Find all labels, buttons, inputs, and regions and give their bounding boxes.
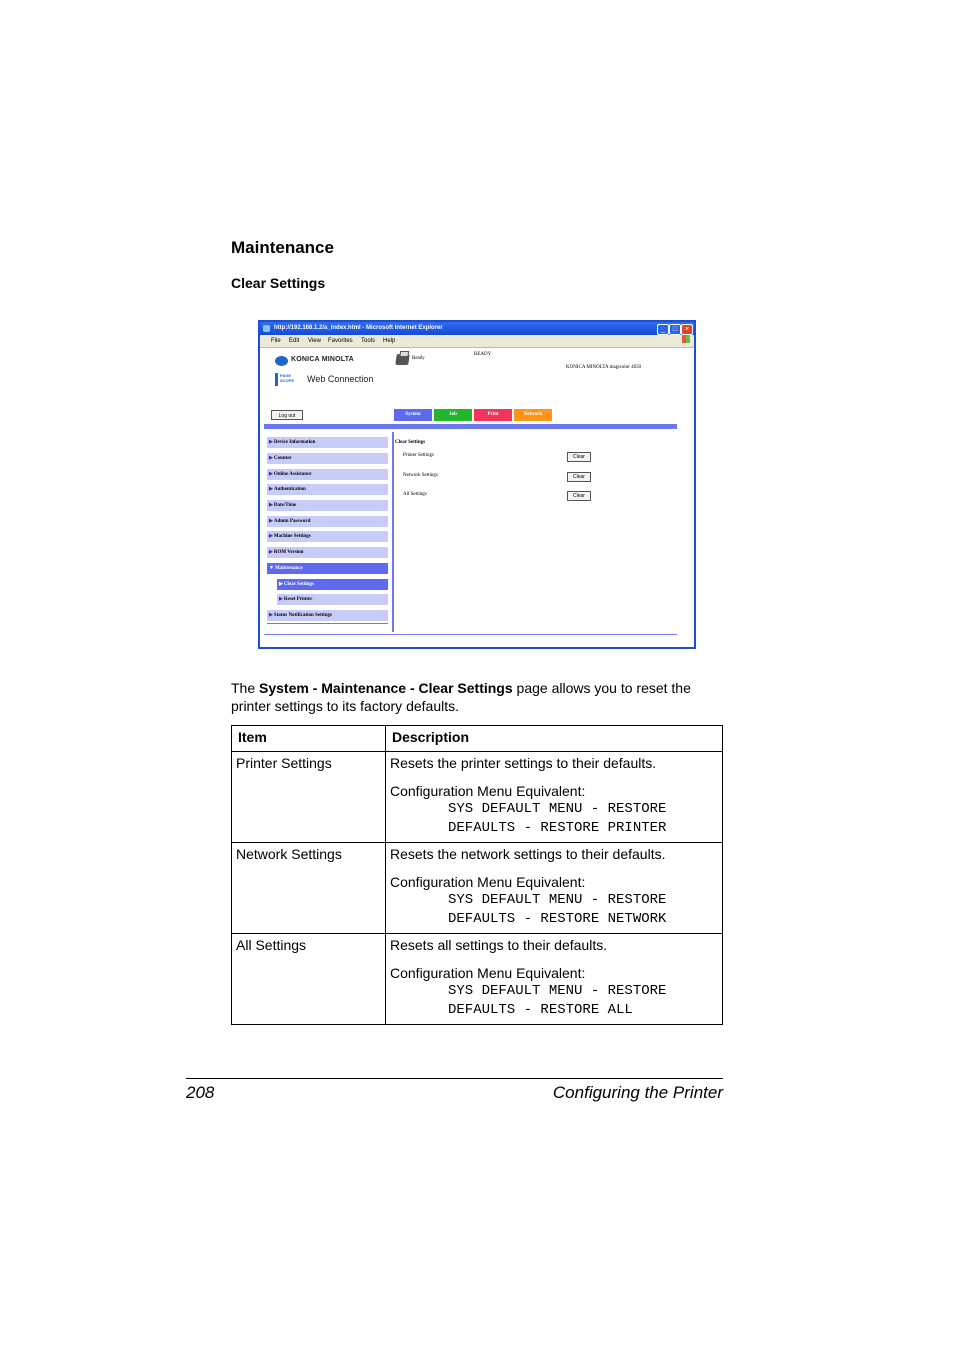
menu-tools[interactable]: Tools	[361, 338, 376, 344]
all-settings-label: All Settings	[403, 492, 427, 497]
paragraph-bold-path: System - Maintenance - Clear Settings	[259, 680, 513, 696]
clear-printer-settings-button[interactable]: Clear	[567, 452, 591, 462]
sidebar-item-label: Online Assistance	[273, 472, 312, 477]
sidebar-item-label: Authentication	[273, 487, 306, 492]
model-name: KONICA MINOLTA magicolor 4650	[566, 365, 642, 370]
menu-view[interactable]: View	[308, 338, 321, 344]
sidebar-item-label: Date/Time	[273, 503, 297, 508]
header-divider	[264, 424, 677, 429]
sidebar-item-label: Machine Settings	[273, 534, 311, 539]
arrow-right-icon: ▶	[269, 456, 273, 461]
config-menu-path: SYS DEFAULT MENU - RESTORE	[448, 801, 667, 817]
row-item: All Settings	[232, 934, 386, 1025]
sidebar-item-label: Device Information	[273, 440, 316, 445]
config-equivalent-label: Configuration Menu Equivalent:	[390, 965, 586, 981]
clear-all-settings-button[interactable]: Clear	[567, 491, 591, 501]
web-connection-label: Web Connection	[307, 374, 374, 384]
row-description	[386, 752, 723, 843]
arrow-right-icon: ▶	[269, 550, 273, 555]
logout-button[interactable]: Log out	[271, 410, 303, 420]
arrow-down-icon: ▼	[269, 566, 274, 571]
window-titlebar	[260, 322, 694, 335]
arrow-right-icon: ▶	[279, 582, 283, 587]
header-item: Item	[232, 726, 386, 752]
config-menu-path: DEFAULTS - RESTORE PRINTER	[448, 820, 667, 836]
config-menu-path: DEFAULTS - RESTORE ALL	[448, 1002, 633, 1018]
clear-network-settings-button[interactable]: Clear	[567, 472, 591, 482]
config-equivalent-label: Configuration Menu Equivalent:	[390, 874, 586, 890]
sidebar-item-authentication[interactable]	[267, 484, 388, 495]
arrow-right-icon: ▶	[269, 472, 273, 477]
content-title: Clear Settings	[395, 440, 426, 445]
row-description	[386, 934, 723, 1025]
browser-screenshot	[258, 320, 696, 649]
sidebar-item-label: Counter	[273, 456, 292, 461]
windows-logo-icon	[682, 335, 690, 343]
table-header-row	[232, 726, 723, 752]
table-row	[232, 934, 723, 1025]
arrow-right-icon: ▶	[269, 440, 273, 445]
sidebar-item-label: Reset Printer	[283, 597, 313, 602]
sidebar-item-label: Maintenance	[274, 566, 303, 571]
sidebar-divider	[392, 432, 394, 632]
table-row	[232, 752, 723, 843]
sidebar-item-date-time[interactable]	[267, 500, 388, 511]
printer-icon	[395, 354, 410, 365]
row-description	[386, 843, 723, 934]
paragraph-text: page allows you to reset the printer settings to its factory defaults.	[231, 680, 691, 714]
window-title: http://192.168.1.2/a_index.html - Microsoft Internet Explorer	[274, 325, 443, 331]
footer-section-title: Configuring the Printer	[552, 1083, 723, 1102]
arrow-right-icon: ▶	[279, 597, 283, 602]
row-item: Printer Settings	[232, 752, 386, 843]
maximize-icon[interactable]: □	[669, 324, 681, 335]
footer-rule	[186, 1078, 723, 1079]
status-ready-caps: READY	[474, 352, 492, 357]
sidebar-item-device-information[interactable]	[267, 437, 388, 448]
sidebar-item-machine-settings[interactable]	[267, 531, 388, 542]
sidebar-item-rom-version[interactable]	[267, 547, 388, 558]
header-description: Description	[386, 726, 723, 752]
sidebar-item-label: Admin Password	[273, 519, 311, 524]
menu-file[interactable]: File	[271, 338, 281, 344]
minimize-icon[interactable]: _	[657, 324, 669, 335]
tab-system[interactable]: System	[394, 409, 432, 421]
tab-print[interactable]: Print	[474, 409, 512, 421]
arrow-right-icon: ▶	[269, 519, 273, 524]
tab-network[interactable]: Network	[514, 409, 552, 421]
description-text: Resets all settings to their defaults.	[390, 937, 608, 953]
sidebar-item-online-assistance[interactable]	[267, 469, 388, 480]
config-menu-path: SYS DEFAULT MENU - RESTORE	[448, 892, 667, 908]
subsection-heading: Clear Settings	[231, 275, 326, 291]
config-menu-path: DEFAULTS - RESTORE NETWORK	[448, 911, 667, 927]
brand-name: KONICA MINOLTA	[291, 356, 354, 363]
table-row	[232, 843, 723, 934]
sidebar-bottom-rule	[267, 623, 388, 624]
sidebar-item-status-notification-settings[interactable]	[267, 610, 388, 621]
description-text: Resets the printer settings to their defaults.	[390, 755, 657, 771]
intro-paragraph	[231, 679, 723, 715]
description-text: Resets the network settings to their defaults.	[390, 846, 666, 862]
menu-help[interactable]: Help	[383, 338, 396, 344]
sidebar-item-counter[interactable]	[267, 453, 388, 464]
config-menu-path: SYS DEFAULT MENU - RESTORE	[448, 983, 667, 999]
tab-job[interactable]: Job	[434, 409, 472, 421]
section-heading: Maintenance	[231, 238, 334, 257]
menu-edit[interactable]: Edit	[289, 338, 300, 344]
sidebar-item-label: ROM Version	[273, 550, 304, 555]
arrow-right-icon: ▶	[269, 534, 273, 539]
sidebar-item-label: Status Notification Settings	[273, 613, 332, 618]
sidebar-item-maintenance[interactable]	[267, 563, 388, 574]
row-item: Network Settings	[232, 843, 386, 934]
sidebar-item-label: Clear Settings	[283, 582, 314, 587]
config-equivalent-label: Configuration Menu Equivalent:	[390, 783, 586, 799]
status-ready: Ready	[412, 356, 425, 361]
sidebar-item-reset-printer[interactable]	[277, 594, 388, 605]
arrow-right-icon: ▶	[269, 613, 273, 618]
content-bottom-rule	[264, 634, 677, 635]
sidebar-item-clear-settings[interactable]	[277, 579, 388, 590]
arrow-right-icon: ▶	[269, 503, 273, 508]
printer-settings-label: Printer Settings	[403, 453, 434, 458]
ie-icon	[263, 325, 270, 332]
konica-minolta-logo-icon	[275, 356, 288, 366]
arrow-right-icon: ▶	[269, 487, 273, 492]
menu-bar	[260, 335, 694, 348]
close-icon[interactable]: ×	[681, 324, 693, 335]
settings-table	[231, 725, 723, 1025]
menu-favorites[interactable]: Favorites	[328, 338, 353, 344]
paragraph-text: The	[231, 680, 260, 696]
sidebar-item-admin-password[interactable]	[267, 516, 388, 527]
pagescope-logo: PAGE SCOPE	[275, 373, 303, 386]
page-number: 208	[186, 1083, 215, 1102]
network-settings-label: Network Settings	[403, 473, 438, 478]
